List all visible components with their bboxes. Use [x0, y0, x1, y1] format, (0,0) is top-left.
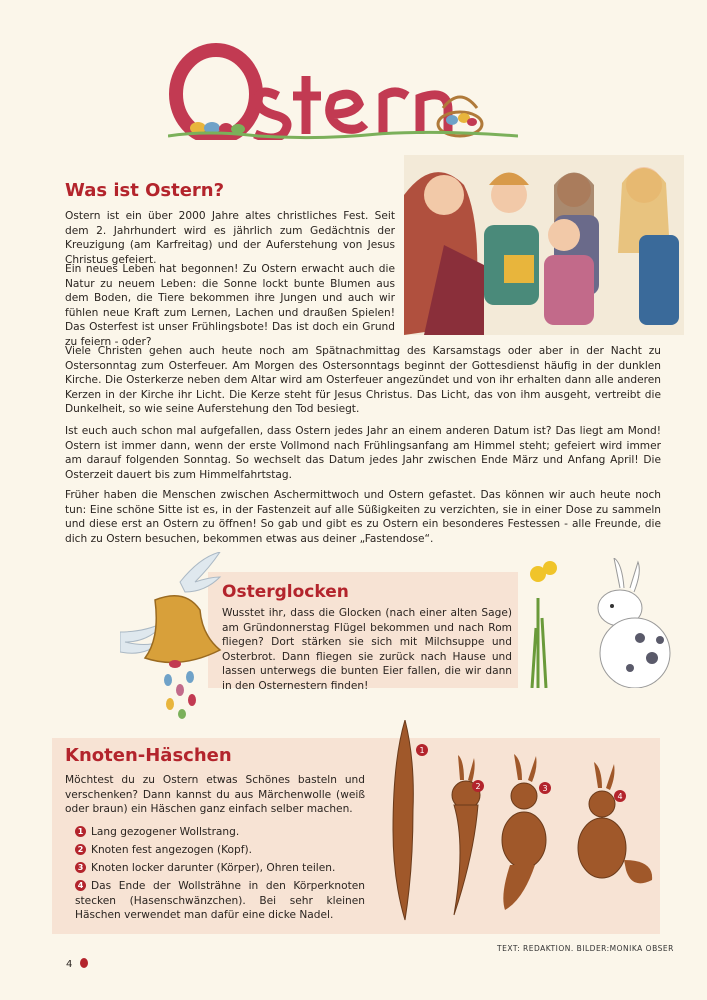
paragraph-osterglocken: Wusstet ihr, dass die Glocken (nach einer alten Sage) am Gründonnerstag Flügel bekommen und nach Rom fliegen? Dort stärken sie sich mit Milchsuppe und Osterbrot. Dann fliegen sie zurück nach Hause und lassen unterwegs die bunten Eier fallen, die wir dann in den Osternestern finden!: [222, 607, 512, 692]
paragraph-new-life: Ein neues Leben hat begonnen! Zu Ostern erwacht auch die Natur zu neuem Leben: die Sonne lockt bunte Blumen aus dem Boden, die Tiere bekommen ihre Jungen und auch wir fühlen neue Kraft zum Lernen, Lachen und draußen Spielen! Das Osterfest ist unser Frühlingsbote! Das ist doch ein Grund zu feiern - oder?: [65, 263, 395, 348]
egg-icon: [80, 958, 88, 968]
step-text-3: Knoten locker darunter (Körper), Ohren teilen.: [91, 862, 336, 874]
step-4: [75, 879, 365, 923]
paragraph-fasting: Früher haben die Menschen zwischen Aschermittwoch und Ostern gefastet. Das können wir auch heute noch tun: Eine schöne Sitte ist es, in der Fastenzeit auf alle Süßigkeiten zu verzichten, sie in einer Dose zu sammeln und diese erst an Ostern zu öffnen! So gab und gibt es zu Ostern ein besonderes Festessen - alle Freunde, die dich zu Ostern besuchen, bekommen etwas aus deiner „Fastendose“.: [65, 489, 661, 545]
step-1: [75, 825, 365, 840]
step-number-3: 3: [75, 862, 86, 873]
section-heading-knoten-haeschen: Knoten-Häschen: [65, 745, 232, 766]
page-number-text: 4: [66, 959, 73, 970]
flying-bell-illustration: [120, 552, 230, 722]
figure-label-2: 2: [475, 782, 481, 791]
title-lettering: [168, 36, 518, 140]
section-heading-was-ist-ostern: Was ist Ostern?: [65, 180, 225, 201]
step-number-1: 1: [75, 826, 86, 837]
paragraph-date: Ist euch auch schon mal aufgefallen, dass Ostern jedes Jahr an einem anderen Datum ist? Das liegt am Mond! Ostern ist immer dann, wenn der erste Vollmond nach Frühlingsanfang am Himmel steht; gefeiert wird immer am darauf folgenden Sonntag. So wechselt das Datum jedes Jahr zwischen Ende März und Anfang April! Die Osterzeit dauert bis zum Himmelfahrtstag.: [65, 425, 661, 481]
step-2: [75, 843, 365, 858]
paragraph-knoten-intro: Möchtest du zu Ostern etwas Schönes basteln und verschenken? Dann kannst du aus Märchenwolle (weiß oder braun) ein Häschen ganz einfach selber machen.: [65, 774, 365, 816]
section-heading-osterglocken: Osterglocken: [222, 582, 349, 602]
step-3: [75, 861, 365, 876]
step-text-4: Das Ende der Wollsträhne in den Körperknoten stecken (Hasenschwänzchen). Bei sehr kleinen Häschen verwendet man dafür eine dicke Nadel.: [75, 880, 365, 922]
step-number-4: 4: [75, 880, 86, 891]
rabbit-daffodil-illustration: [520, 558, 680, 688]
figure-label-3: 3: [542, 784, 548, 793]
figure-label-1: 1: [419, 746, 425, 755]
step-number-2: 2: [75, 844, 86, 855]
paragraph-easter-fire: Viele Christen gehen auch heute noch am Spätnachmittag des Karsamstags oder aber in der Nacht zu Ostersonntag zum Osterfeuer. Am Morgen des Ostersonntags beginnt der Gottesdienst häufig in der dunklen Kirche. Die Osterkerze neben dem Altar wird am Osterfeuer angezündet und von ihr erhalten dann alle anderen Kerzen in der Kirche ihr Licht. Die Kerze steht für Jesus Christus. Das Licht, das von ihm ausgeht, vertreibt die Dunkelheit, so wie seine Auferstehung den Tod besiegt.: [65, 345, 661, 416]
children-illustration: [404, 155, 684, 335]
image-credit: TEXT: REDAKTION. BILDER:MONIKA OBSER: [497, 944, 674, 953]
wool-hare-illustration: [370, 720, 660, 925]
paragraph-intro: Ostern ist ein über 2000 Jahre altes christliches Fest. Seit dem 2. Jahrhundert wird es jährlich zum Gedächtnis der Kreuzigung (am Karfreitag) und der Auferstehung von Jesus Christus gefeiert.: [65, 210, 395, 266]
page-number: [66, 958, 88, 970]
step-text-1: Lang gezogener Wollstrang.: [91, 826, 240, 838]
step-text-2: Knoten fest angezogen (Kopf).: [91, 844, 252, 856]
figure-label-4: 4: [617, 792, 623, 801]
